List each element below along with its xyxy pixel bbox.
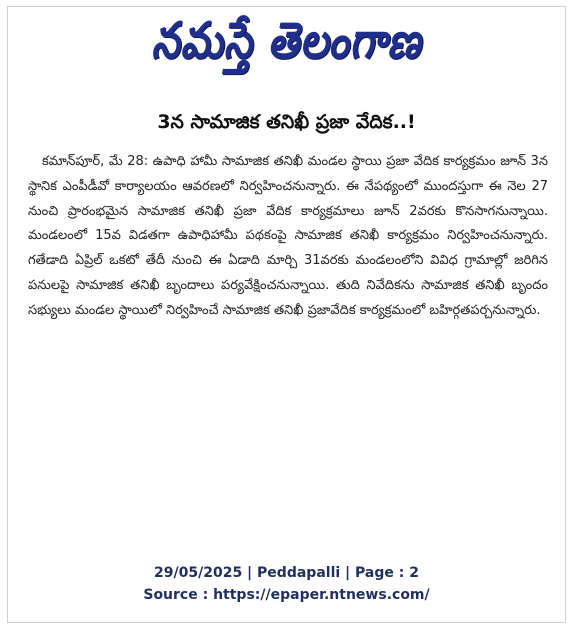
article-body: కమాన్‌పూర్, మే 28: ఉపాధి హామీ సామాజిక తనిఖీ మండల స్థాయి ప్రజా వేదిక కార్యక్రమం జూన్ 3న స్థానిక ఎంపీడీవో కార్యాలయం ఆవరణలో నిర్వహించనున్నారు. ఈ నేపథ్యంలో ముందస్తుగా ఈ నెల 27 నుంచి ప్రారంభమైన సామాజిక తనిఖీ ప్రజా వేదిక కార్యక్రమాలు జూన్ 2వరకు కొనసాగనున్నాయి. మండలంలో 15వ విడతగా ఉపాధిహామీ పథకంపై సామాజిక తనిఖీ కార్యక్రమం నిర్వహించనున్నారు. గతేడాది ఏప్రిల్ ఒకటో తేదీ నుంచి ఈ ఏడాది మార్చి 31వరకు మండలంలోని వివిధ గ్రామాల్లో జరిగిన పనులపై సామాజిక తనిఖీ బృందాలు పర్యవేక్షించనున్నాయి. తుది నివేదికను సామాజిక తనిఖీ బృందం సభ్యులు మండల స్థాయిలో నిర్వహించే సామాజిక తనిఖీ ప్రజావేదిక కార్యక్రమంలో బహిర్గతపర్చనున్నారు. xyxy=(28,154,548,318)
edition-info: 29/05/2025 | Peddapalli | Page : 2 xyxy=(154,565,419,581)
headline-container xyxy=(0,108,573,136)
page-footer xyxy=(0,562,573,606)
newspaper-masthead xyxy=(0,8,573,74)
article-headline: 3న సామాజిక తనిఖీ ప్రజా వేదిక..! xyxy=(157,111,416,133)
masthead-logo-text: నమస్తే తెలంగాణ xyxy=(151,12,422,70)
source-link[interactable]: Source : https://epaper.ntnews.com/ xyxy=(143,587,430,603)
